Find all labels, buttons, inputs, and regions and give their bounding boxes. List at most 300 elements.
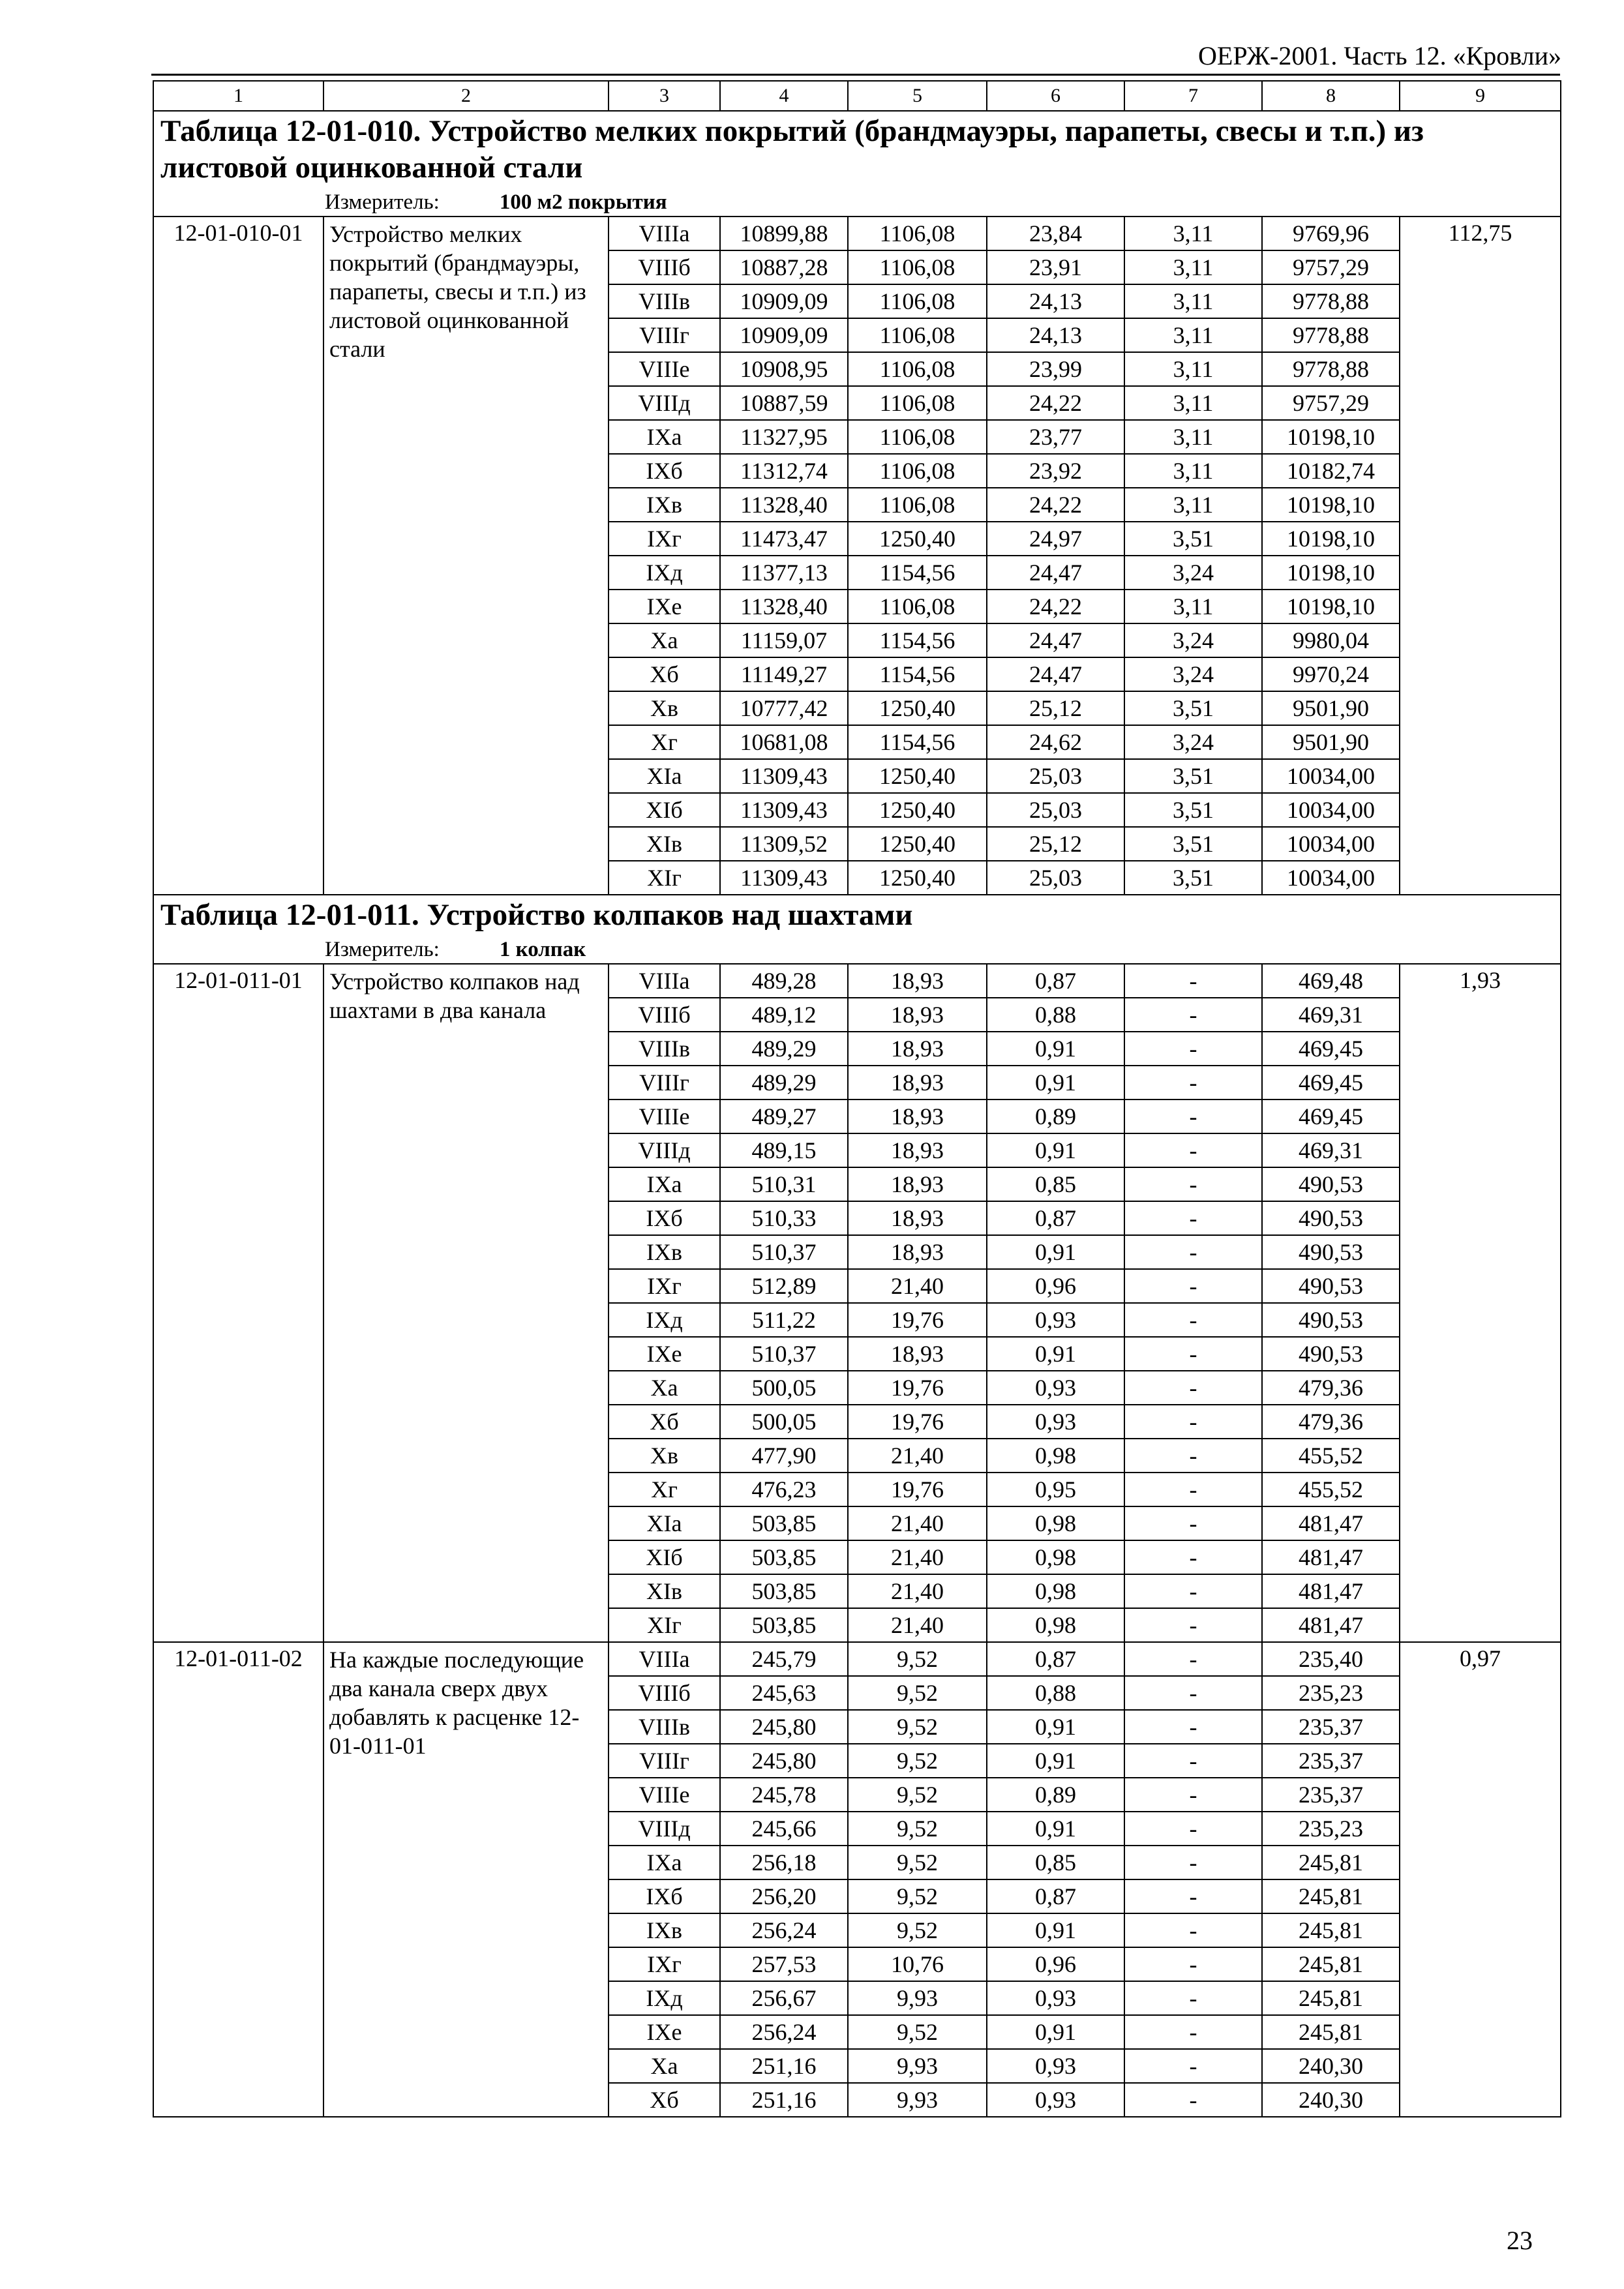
table-cell: 1106,08 — [848, 420, 987, 454]
table-cell: Xб — [609, 657, 720, 691]
table-cell: VIIIв — [609, 1710, 720, 1744]
table-cell: VIIIа — [609, 217, 720, 250]
table-cell: 18,93 — [848, 1235, 987, 1269]
table-cell: 10908,95 — [720, 352, 848, 386]
table-cell: - — [1124, 1133, 1262, 1167]
table-cell: - — [1124, 1269, 1262, 1303]
table-cell: XIв — [609, 827, 720, 861]
table-cell: VIIIа — [609, 964, 720, 998]
table-cell: - — [1124, 1201, 1262, 1235]
table-cell: XIб — [609, 793, 720, 827]
table-row — [153, 964, 1561, 998]
table-cell: VIIIг — [609, 1744, 720, 1778]
table-cell: 10198,10 — [1262, 522, 1400, 556]
table-cell: 476,23 — [720, 1473, 848, 1506]
table-cell: 10,76 — [848, 1947, 987, 1981]
table-cell: 257,53 — [720, 1947, 848, 1981]
table-cell: 10198,10 — [1262, 420, 1400, 454]
meter-label: Измеритель: — [325, 938, 440, 961]
table-cell: 3,51 — [1124, 861, 1262, 895]
table-cell: 479,36 — [1262, 1371, 1400, 1405]
table-cell: 0,85 — [987, 1846, 1124, 1879]
table-cell: IXб — [609, 1201, 720, 1235]
table-cell: 489,29 — [720, 1032, 848, 1066]
table-cell: 1106,08 — [848, 250, 987, 284]
table-cell: 18,93 — [848, 1133, 987, 1167]
table-cell: 235,37 — [1262, 1744, 1400, 1778]
table-cell: - — [1124, 1405, 1262, 1439]
table-cell: 1154,56 — [848, 725, 987, 759]
column-number: 9 — [1400, 81, 1561, 111]
table-cell: 21,40 — [848, 1269, 987, 1303]
table-cell: 0,91 — [987, 1133, 1124, 1167]
table-cell: Xа — [609, 623, 720, 657]
table-cell: 1250,40 — [848, 691, 987, 725]
table-cell: 11328,40 — [720, 590, 848, 623]
table-cell: 9980,04 — [1262, 623, 1400, 657]
table-cell: 3,11 — [1124, 284, 1262, 318]
table-cell: 9757,29 — [1262, 250, 1400, 284]
rate-code: 12-01-011-01 — [153, 964, 323, 1642]
table-cell: 469,31 — [1262, 1133, 1400, 1167]
table-cell: 256,24 — [720, 1913, 848, 1947]
table-cell: 18,93 — [848, 964, 987, 998]
table-cell: 481,47 — [1262, 1506, 1400, 1540]
table-cell: 0,88 — [987, 1676, 1124, 1710]
table-cell: Xг — [609, 1473, 720, 1506]
table-cell: 481,47 — [1262, 1608, 1400, 1642]
table-cell: 24,47 — [987, 657, 1124, 691]
table-cell: 21,40 — [848, 1439, 987, 1473]
table-cell: 490,53 — [1262, 1235, 1400, 1269]
table-cell: 10887,28 — [720, 250, 848, 284]
table-cell: 0,96 — [987, 1269, 1124, 1303]
table-cell: 1154,56 — [848, 657, 987, 691]
table-cell: 0,87 — [987, 964, 1124, 998]
table-cell: Xв — [609, 1439, 720, 1473]
table-cell: 9,52 — [848, 1744, 987, 1778]
table-cell: 9,52 — [848, 1846, 987, 1879]
table-cell: 0,91 — [987, 1744, 1124, 1778]
meter-line — [160, 188, 1554, 216]
table-cell: IXв — [609, 1913, 720, 1947]
table-cell: 503,85 — [720, 1506, 848, 1540]
table-cell: 0,93 — [987, 2083, 1124, 2117]
column-number: 7 — [1124, 81, 1262, 111]
table-cell: 0,87 — [987, 1642, 1124, 1676]
table-cell: 235,23 — [1262, 1812, 1400, 1846]
table-cell: - — [1124, 1879, 1262, 1913]
table-cell: VIIIд — [609, 1133, 720, 1167]
table-cell: VIIIе — [609, 1100, 720, 1133]
table-cell: 3,24 — [1124, 725, 1262, 759]
table-cell: 9778,88 — [1262, 284, 1400, 318]
workers-count: 0,97 — [1400, 1642, 1561, 2117]
table-row — [153, 217, 1561, 250]
table-cell: - — [1124, 1066, 1262, 1100]
table-cell: 235,23 — [1262, 1676, 1400, 1710]
table-cell: 11309,52 — [720, 827, 848, 861]
table-cell: 235,37 — [1262, 1778, 1400, 1812]
column-number: 2 — [323, 81, 609, 111]
table-cell: 256,18 — [720, 1846, 848, 1879]
column-number: 1 — [153, 81, 323, 111]
table-cell: 490,53 — [1262, 1303, 1400, 1337]
table-cell: 1106,08 — [848, 590, 987, 623]
table-cell: 0,87 — [987, 1201, 1124, 1235]
table-cell: IXе — [609, 1337, 720, 1371]
table-cell: 1106,08 — [848, 454, 987, 488]
table-cell: 18,93 — [848, 1201, 987, 1235]
table-cell: 0,96 — [987, 1947, 1124, 1981]
table-cell: IXб — [609, 1879, 720, 1913]
table-cell: 245,81 — [1262, 1879, 1400, 1913]
table-cell: 0,98 — [987, 1574, 1124, 1608]
table-cell: 10034,00 — [1262, 793, 1400, 827]
table-cell: 0,95 — [987, 1473, 1124, 1506]
meter-value: 100 м2 покрытия — [499, 190, 667, 214]
table-cell: 0,93 — [987, 1981, 1124, 2015]
table-cell: 11309,43 — [720, 861, 848, 895]
table-cell: 0,98 — [987, 1540, 1124, 1574]
column-number: 6 — [987, 81, 1124, 111]
table-cell: - — [1124, 1540, 1262, 1574]
rates-table — [153, 80, 1561, 2117]
table-cell: 1106,08 — [848, 217, 987, 250]
table-cell: 489,29 — [720, 1066, 848, 1100]
table-cell: 0,93 — [987, 2049, 1124, 2083]
table-cell: 10198,10 — [1262, 488, 1400, 522]
table-cell: 19,76 — [848, 1371, 987, 1405]
table-cell: 3,51 — [1124, 522, 1262, 556]
table-cell: - — [1124, 1947, 1262, 1981]
table-cell: 10681,08 — [720, 725, 848, 759]
table-cell: 19,76 — [848, 1303, 987, 1337]
table-cell: 455,52 — [1262, 1439, 1400, 1473]
table-cell: 9,52 — [848, 1778, 987, 1812]
table-cell: 24,47 — [987, 556, 1124, 590]
table-cell: 235,37 — [1262, 1710, 1400, 1744]
table-row — [153, 1642, 1561, 1676]
table-cell: 3,24 — [1124, 657, 1262, 691]
table-caption-row — [153, 111, 1561, 217]
table-cell: - — [1124, 1439, 1262, 1473]
table-cell: 9,52 — [848, 1913, 987, 1947]
table-cell: XIа — [609, 759, 720, 793]
table-cell: 1154,56 — [848, 556, 987, 590]
table-cell: - — [1124, 1100, 1262, 1133]
table-cell: 10034,00 — [1262, 861, 1400, 895]
table-cell: 489,28 — [720, 964, 848, 998]
table-cell: 0,93 — [987, 1405, 1124, 1439]
table-cell: 19,76 — [848, 1473, 987, 1506]
table-cell: 0,85 — [987, 1167, 1124, 1201]
table-cell: 3,11 — [1124, 454, 1262, 488]
table-cell: 21,40 — [848, 1506, 987, 1540]
table-cell: 3,51 — [1124, 759, 1262, 793]
table-cell: 3,11 — [1124, 352, 1262, 386]
table-cell: 3,11 — [1124, 217, 1262, 250]
table-cell: 9757,29 — [1262, 386, 1400, 420]
table-cell: 481,47 — [1262, 1574, 1400, 1608]
table-cell: 18,93 — [848, 998, 987, 1032]
table-cell: 0,89 — [987, 1778, 1124, 1812]
table-cell: - — [1124, 1506, 1262, 1540]
table-cell: 503,85 — [720, 1608, 848, 1642]
table-cell: 24,22 — [987, 386, 1124, 420]
table-cell: 1250,40 — [848, 759, 987, 793]
table-cell: 245,81 — [1262, 1913, 1400, 1947]
table-cell: 479,36 — [1262, 1405, 1400, 1439]
table-cell: 24,13 — [987, 284, 1124, 318]
table-cell: 9,52 — [848, 1710, 987, 1744]
table-cell: 25,12 — [987, 827, 1124, 861]
table-cell: 245,79 — [720, 1642, 848, 1676]
table-cell: 490,53 — [1262, 1337, 1400, 1371]
table-cell: VIIIб — [609, 1676, 720, 1710]
table-cell: 10182,74 — [1262, 454, 1400, 488]
table-cell: 510,31 — [720, 1167, 848, 1201]
table-cell: 1106,08 — [848, 284, 987, 318]
header-rule — [151, 74, 1560, 76]
table-cell: 503,85 — [720, 1574, 848, 1608]
table-cell: 256,20 — [720, 1879, 848, 1913]
column-number: 3 — [609, 81, 720, 111]
table-cell: 469,48 — [1262, 964, 1400, 998]
table-cell: 9,52 — [848, 1812, 987, 1846]
table-cell: - — [1124, 1676, 1262, 1710]
table-cell: 256,67 — [720, 1981, 848, 2015]
table-cell: 0,91 — [987, 1812, 1124, 1846]
table-cell: 1250,40 — [848, 827, 987, 861]
meter-line — [160, 936, 1554, 963]
table-cell: 3,11 — [1124, 488, 1262, 522]
table-cell: 10777,42 — [720, 691, 848, 725]
table-cell: IXв — [609, 488, 720, 522]
table-cell: 23,91 — [987, 250, 1124, 284]
table-cell: 245,81 — [1262, 1846, 1400, 1879]
table-cell: 469,31 — [1262, 998, 1400, 1032]
table-cell: - — [1124, 1371, 1262, 1405]
table-cell: 18,93 — [848, 1337, 987, 1371]
table-caption-row — [153, 895, 1561, 964]
table-cell: 245,80 — [720, 1744, 848, 1778]
table-cell: 18,93 — [848, 1032, 987, 1066]
table-cell: 503,85 — [720, 1540, 848, 1574]
table-cell: 9,93 — [848, 1981, 987, 2015]
table-cell: 10198,10 — [1262, 556, 1400, 590]
table-cell: 245,81 — [1262, 1981, 1400, 2015]
table-cell: 469,45 — [1262, 1032, 1400, 1066]
table-cell: 0,93 — [987, 1303, 1124, 1337]
table-cell: 0,91 — [987, 1710, 1124, 1744]
table-cell: Xа — [609, 1371, 720, 1405]
table-cell: 10899,88 — [720, 217, 848, 250]
table-cell: 23,77 — [987, 420, 1124, 454]
table-cell: - — [1124, 1778, 1262, 1812]
table-cell: 0,91 — [987, 1032, 1124, 1066]
table-cell: IXв — [609, 1235, 720, 1269]
table-cell: - — [1124, 1981, 1262, 2015]
table-caption — [153, 111, 1561, 217]
table-cell: 3,51 — [1124, 793, 1262, 827]
table-cell: 10887,59 — [720, 386, 848, 420]
table-cell: 0,91 — [987, 1066, 1124, 1100]
meter-value: 1 колпак — [499, 938, 586, 961]
page-number: 23 — [1507, 2226, 1533, 2255]
table-cell: 251,16 — [720, 2083, 848, 2117]
table-title: Таблица 12-01-010. Устройство мелких покрытий (брандмауэры, парапеты, свесы и т.п.) из листовой оцинкованной стали — [160, 114, 1424, 185]
table-cell: 510,37 — [720, 1235, 848, 1269]
table-cell: 11309,43 — [720, 759, 848, 793]
table-cell: 11327,95 — [720, 420, 848, 454]
table-cell: 477,90 — [720, 1439, 848, 1473]
table-cell: 245,81 — [1262, 2015, 1400, 2049]
table-cell: VIIIв — [609, 284, 720, 318]
table-cell: IXб — [609, 454, 720, 488]
table-cell: - — [1124, 1235, 1262, 1269]
table-cell: IXд — [609, 1303, 720, 1337]
table-cell: 21,40 — [848, 1574, 987, 1608]
rate-code: 12-01-011-02 — [153, 1642, 323, 2117]
table-cell: 469,45 — [1262, 1066, 1400, 1100]
table-cell: 481,47 — [1262, 1540, 1400, 1574]
table-cell: 24,47 — [987, 623, 1124, 657]
table-cell: 3,11 — [1124, 386, 1262, 420]
column-number: 8 — [1262, 81, 1400, 111]
table-cell: 1250,40 — [848, 861, 987, 895]
table-cell: 10198,10 — [1262, 590, 1400, 623]
table-cell: 18,93 — [848, 1167, 987, 1201]
table-cell: - — [1124, 1913, 1262, 1947]
table-cell: - — [1124, 964, 1262, 998]
table-cell: - — [1124, 1473, 1262, 1506]
table-cell: 9,52 — [848, 1676, 987, 1710]
table-cell: 24,22 — [987, 590, 1124, 623]
table-cell: 9,52 — [848, 1879, 987, 1913]
table-cell: - — [1124, 1167, 1262, 1201]
table-cell: 3,51 — [1124, 827, 1262, 861]
table-cell: 21,40 — [848, 1608, 987, 1642]
table-cell: 9778,88 — [1262, 352, 1400, 386]
table-cell: 256,24 — [720, 2015, 848, 2049]
table-cell: 3,11 — [1124, 420, 1262, 454]
table-cell: 1250,40 — [848, 793, 987, 827]
table-cell: XIб — [609, 1540, 720, 1574]
table-cell: IXг — [609, 1947, 720, 1981]
table-cell: VIIIг — [609, 318, 720, 352]
table-cell: - — [1124, 2083, 1262, 2117]
rate-description: Устройство колпаков над шахтами в два канала — [323, 964, 609, 1642]
table-cell: 1250,40 — [848, 522, 987, 556]
table-cell: 469,45 — [1262, 1100, 1400, 1133]
running-header: ОЕРЖ-2001. Часть 12. «Кровли» — [1198, 41, 1561, 70]
table-cell: VIIIв — [609, 1032, 720, 1066]
rate-description: Устройство мелких покрытий (брандмауэры, парапеты, свесы и т.п.) из листовой оцинкованной стали — [323, 217, 609, 895]
table-cell: 1106,08 — [848, 352, 987, 386]
table-cell: XIа — [609, 1506, 720, 1540]
meter-label: Измеритель: — [325, 190, 440, 214]
table-cell: 251,16 — [720, 2049, 848, 2083]
table-cell: 0,98 — [987, 1506, 1124, 1540]
table-title: Таблица 12-01-011. Устройство колпаков над шахтами — [160, 898, 913, 932]
table-cell: 11309,43 — [720, 793, 848, 827]
table-cell: VIIIа — [609, 1642, 720, 1676]
table-cell: 1106,08 — [848, 488, 987, 522]
table-cell: VIIIе — [609, 1778, 720, 1812]
table-cell: 245,81 — [1262, 1947, 1400, 1981]
table-cell: IXа — [609, 1167, 720, 1201]
table-cell: XIг — [609, 1608, 720, 1642]
table-cell: 3,11 — [1124, 590, 1262, 623]
table-cell: 10909,09 — [720, 284, 848, 318]
table-cell: 11159,07 — [720, 623, 848, 657]
table-cell: IXе — [609, 2015, 720, 2049]
column-number: 4 — [720, 81, 848, 111]
table-cell: 489,12 — [720, 998, 848, 1032]
table-cell: 0,98 — [987, 1608, 1124, 1642]
table-cell: 10034,00 — [1262, 827, 1400, 861]
table-cell: 9778,88 — [1262, 318, 1400, 352]
table-cell: VIIIд — [609, 386, 720, 420]
table-cell: 9769,96 — [1262, 217, 1400, 250]
table-cell: - — [1124, 1642, 1262, 1676]
table-cell: 25,12 — [987, 691, 1124, 725]
table-cell: - — [1124, 1846, 1262, 1879]
table-cell: Xа — [609, 2049, 720, 2083]
column-number: 5 — [848, 81, 987, 111]
table-cell: Xб — [609, 1405, 720, 1439]
table-cell: XIг — [609, 861, 720, 895]
table-cell: 18,93 — [848, 1100, 987, 1133]
workers-count: 1,93 — [1400, 964, 1561, 1642]
table-cell: - — [1124, 2049, 1262, 2083]
table-cell: VIIIб — [609, 998, 720, 1032]
table-cell: 1154,56 — [848, 623, 987, 657]
table-cell: 511,22 — [720, 1303, 848, 1337]
table-cell: 9501,90 — [1262, 691, 1400, 725]
table-cell: Xг — [609, 725, 720, 759]
table-cell: 0,89 — [987, 1100, 1124, 1133]
table-cell: 3,11 — [1124, 250, 1262, 284]
table-cell: 9,52 — [848, 2015, 987, 2049]
table-cell: 1106,08 — [848, 318, 987, 352]
table-cell: 489,15 — [720, 1133, 848, 1167]
table-cell: 25,03 — [987, 793, 1124, 827]
table-cell: IXа — [609, 420, 720, 454]
table-cell: IXд — [609, 556, 720, 590]
table-cell: 11328,40 — [720, 488, 848, 522]
rate-code: 12-01-010-01 — [153, 217, 323, 895]
table-cell: 490,53 — [1262, 1201, 1400, 1235]
table-cell: 490,53 — [1262, 1269, 1400, 1303]
table-cell: 3,51 — [1124, 691, 1262, 725]
table-cell: 245,63 — [720, 1676, 848, 1710]
table-cell: 9,52 — [848, 1642, 987, 1676]
table-cell: - — [1124, 1303, 1262, 1337]
table-cell: 9,93 — [848, 2049, 987, 2083]
table-cell: 24,97 — [987, 522, 1124, 556]
table-cell: 24,22 — [987, 488, 1124, 522]
table-cell: 0,93 — [987, 1371, 1124, 1405]
table-cell: 235,40 — [1262, 1642, 1400, 1676]
table-cell: 510,33 — [720, 1201, 848, 1235]
table-cell: IXг — [609, 1269, 720, 1303]
table-cell: IXе — [609, 590, 720, 623]
table-cell: IXд — [609, 1981, 720, 2015]
table-cell: 3,24 — [1124, 623, 1262, 657]
table-cell: 9501,90 — [1262, 725, 1400, 759]
